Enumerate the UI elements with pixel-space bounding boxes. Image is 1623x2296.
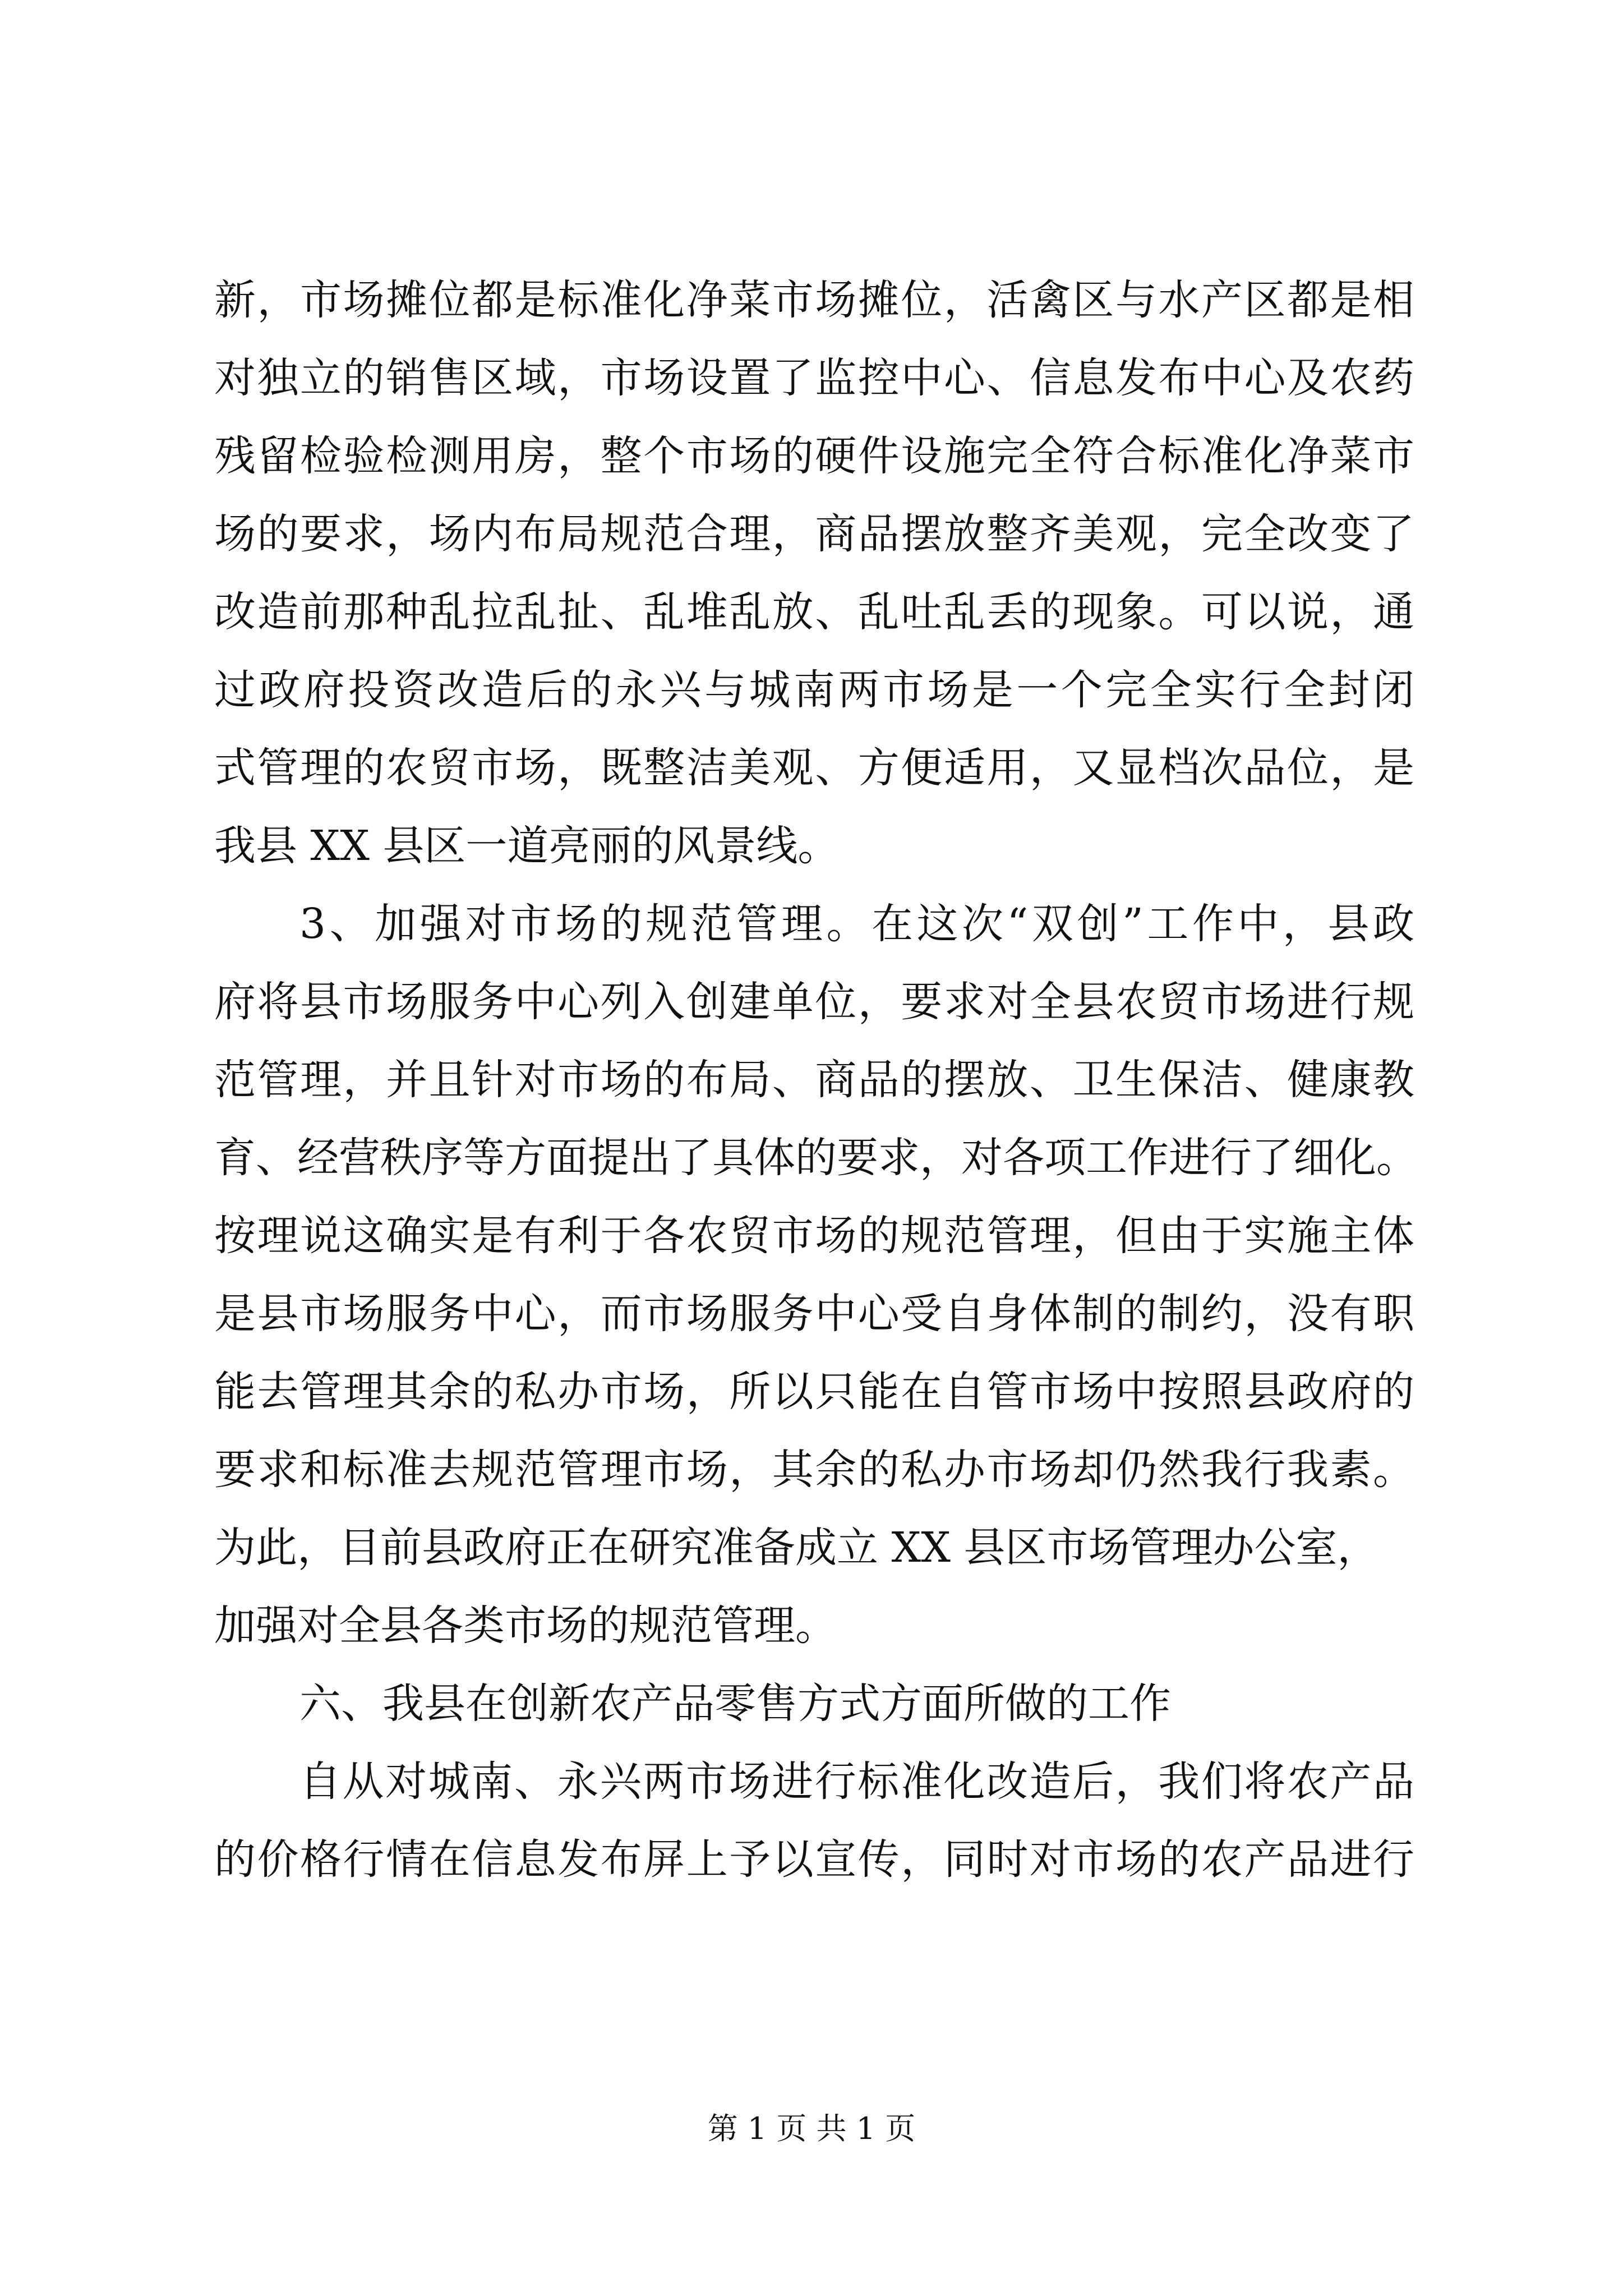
body-text (214, 261, 1418, 1899)
text-line: 的价格行情在信息发布屏上予以宣传，同时对市场的农产品进行 (214, 1835, 1414, 1884)
text-line: 过政府投资改造后的永兴与城南两市场是一个完全实行全封闭 (214, 666, 1414, 714)
text-line: 新，市场摊位都是标准化净菜市场摊位，活禽区与水产区都是相 (214, 276, 1414, 324)
text-line: 育、经营秩序等方面提出了具体的要求，对各项工作进行了细化。 (214, 1134, 1418, 1182)
text-line: 残留检验检测用房，整个市场的硬件设施完全符合标准化净菜市 (214, 432, 1414, 480)
text-line: 改造前那种乱拉乱扯、乱堆乱放、乱吐乱丢的现象。可以说，通 (214, 588, 1414, 636)
text-line: 式管理的农贸市场，既整洁美观、方便适用，又显档次品位，是 (214, 744, 1414, 792)
text-line: 范管理，并且针对市场的布局、商品的摆放、卫生保洁、健康教 (214, 1056, 1414, 1104)
paragraph-start-line: 自从对城南、永兴两市场进行标准化改造后，我们将农产品 (299, 1757, 1414, 1806)
text-line: 能去管理其余的私办市场，所以只能在自管市场中按照县政府的 (214, 1368, 1414, 1416)
paragraph-start-line: 3、加强对市场的规范管理。在这次“双创”工作中，县政 (299, 900, 1414, 948)
text-line: 我县 XX 县区一道亮丽的风景线。 (214, 822, 840, 870)
text-line: 场的要求，场内布局规范合理，商品摆放整齐美观，完全改变了 (214, 510, 1414, 558)
text-line: 要求和标准去规范管理市场，其余的私办市场却仍然我行我素。 (214, 1446, 1414, 1494)
text-line: 府将县市场服务中心列入创建单位，要求对全县农贸市场进行规 (214, 978, 1414, 1026)
text-line: 为此，目前县政府正在研究准备成立 XX 县区市场管理办公室， (214, 1524, 1379, 1572)
text-line: 加强对全县各类市场的规范管理。 (214, 1602, 837, 1650)
text-line: 按理说这确实是有利于各农贸市场的规范管理，但由于实施主体 (214, 1212, 1414, 1260)
text-line: 对独立的销售区域，市场设置了监控中心、信息发布中心及农药 (214, 354, 1414, 402)
text-line: 是县市场服务中心，而市场服务中心受自身体制的制约，没有职 (214, 1290, 1414, 1338)
page-footer: 第 1 页 共 1 页 (707, 2111, 916, 2146)
section-heading: 六、我县在创新农产品零售方式方面所做的工作 (299, 1680, 1171, 1728)
